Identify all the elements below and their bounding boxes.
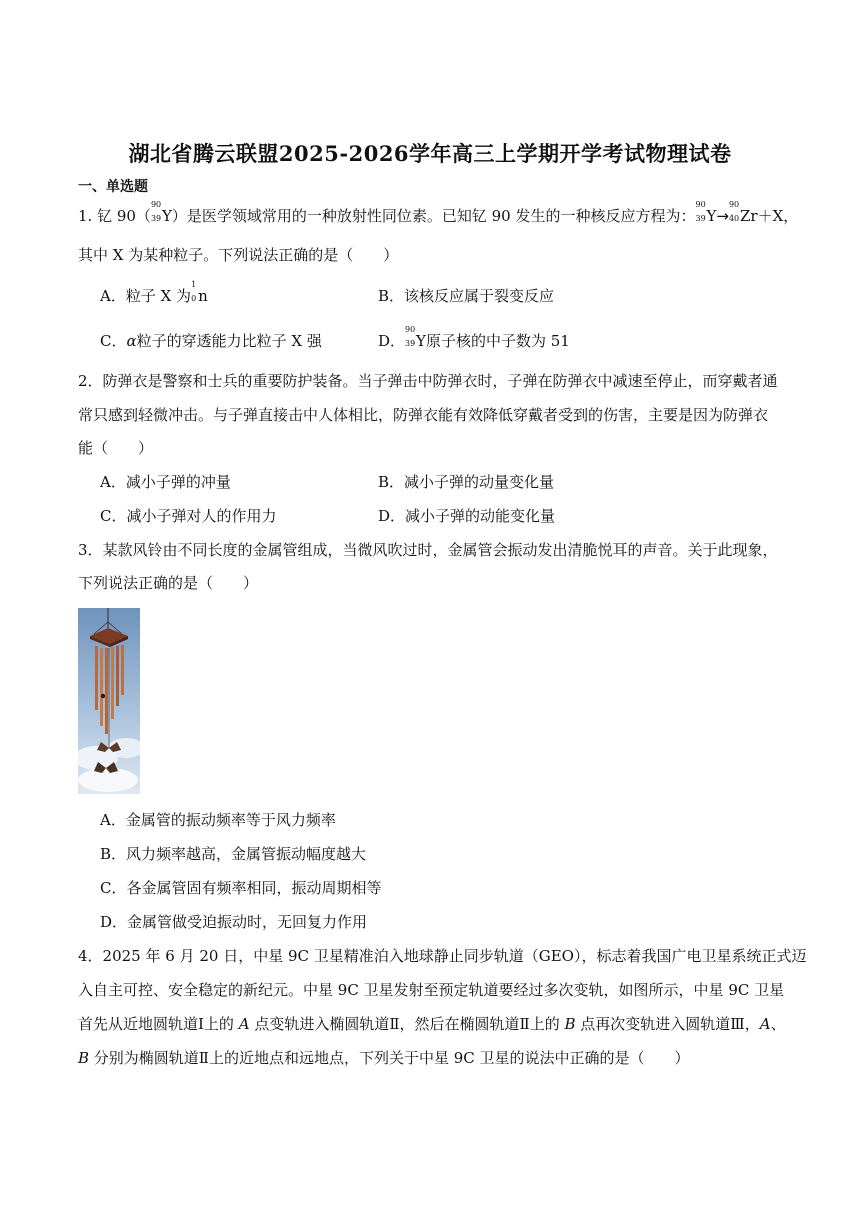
q2-option-d[interactable]: D．减小子弹的动能变化量 bbox=[378, 507, 556, 525]
isotope-symbol: Y bbox=[416, 332, 426, 350]
isotope-atomic: 39 bbox=[150, 214, 162, 223]
q3-stem-line1: 3．某款风铃由不同长度的金属管组成，当微风吹过时，金属管会振动发出清脆悦耳的声音。关于此现象， bbox=[78, 541, 778, 559]
option-text: C． bbox=[100, 332, 127, 350]
q1-text-b: ）是医学领域常用的一种放射性同位素。已知钇 90 发生的一种核反应方程为： bbox=[171, 207, 696, 225]
isotope-mass: 1 bbox=[191, 280, 197, 289]
point-b-label: B bbox=[564, 1015, 576, 1033]
reaction-arrow: → bbox=[716, 207, 729, 225]
q1-stem-line1 bbox=[78, 200, 799, 226]
q1-stem-line2: 其中 X 为某种粒子。下列说法正确的是（ ） bbox=[78, 246, 399, 264]
point-a-label: A bbox=[238, 1015, 250, 1033]
q2-option-b[interactable]: B．减小子弹的动量变化量 bbox=[378, 473, 555, 491]
isotope-mass: 90 bbox=[150, 200, 162, 209]
isotope-symbol: Y bbox=[706, 207, 717, 225]
isotope-symbol: n bbox=[198, 287, 208, 305]
q2-stem-line2: 常只感到轻微冲击。与子弹直接击中人体相比，防弹衣能有效降低穿戴者受到的伤害，主要是因为防弹衣 bbox=[78, 406, 769, 424]
isotope-y90-eq bbox=[695, 200, 717, 226]
isotope-mass: 90 bbox=[695, 200, 706, 209]
q3-option-c[interactable]: C．各金属管固有频率相同，振动周期相等 bbox=[100, 879, 382, 897]
q3-option-d[interactable]: D．金属管做受迫振动时，无回复力作用 bbox=[100, 913, 368, 931]
q2-stem-line1: 2．防弹衣是警察和士兵的重要防护装备。当子弹击中防弹衣时，子弹在防弹衣中减速至停止，而穿戴者通 bbox=[78, 372, 778, 390]
isotope-mass: 90 bbox=[405, 325, 416, 334]
section-heading: 一、单选题 bbox=[78, 179, 148, 195]
isotope-atomic: 39 bbox=[405, 339, 416, 348]
q4-text: 点再次变轨进入圆轨道Ⅲ， bbox=[575, 1015, 760, 1033]
point-b-label: B bbox=[78, 1049, 90, 1067]
option-text: 粒子的穿透能力比粒子 X 强 bbox=[136, 332, 322, 350]
option-text: 原子核的中子数为 51 bbox=[425, 332, 570, 350]
q2-option-a[interactable]: A．减小子弹的冲量 bbox=[100, 473, 231, 491]
q4-stem-line1: 4．2025 年 6 月 20 日，中星 9C 卫星精准泊入地球静止同步轨道（GEO），标志着我国广电卫星系统正式迈 bbox=[78, 947, 807, 965]
option-text: A．粒子 X 为 bbox=[100, 287, 192, 305]
q1-plus-x: ＋X， bbox=[757, 207, 799, 225]
option-text: D． bbox=[378, 332, 406, 350]
alpha-symbol: α bbox=[126, 332, 137, 350]
q4-text: 点变轨进入椭圆轨道Ⅱ，然后在椭圆轨道Ⅱ上的 bbox=[249, 1015, 565, 1033]
q1-option-a[interactable] bbox=[100, 280, 208, 306]
isotope-neutron bbox=[191, 280, 208, 306]
q4-text: 首先从近地圆轨道Ⅰ上的 bbox=[78, 1015, 239, 1033]
isotope-atomic: 0 bbox=[191, 294, 197, 303]
page-title: 湖北省腾云联盟2025-2026学年高三上学期开学考试物理试卷 bbox=[128, 141, 732, 166]
isotope-y90-option bbox=[405, 325, 426, 351]
wind-chime-image bbox=[78, 608, 140, 794]
isotope-atomic: 39 bbox=[695, 214, 706, 223]
q3-stem-line2: 下列说法正确的是（ ） bbox=[78, 574, 259, 592]
isotope-symbol: Zr bbox=[739, 207, 758, 225]
q4-stem-line4 bbox=[78, 1048, 690, 1068]
q2-option-c[interactable]: C．减小子弹对人的作用力 bbox=[100, 507, 277, 525]
isotope-zr90 bbox=[728, 200, 758, 226]
q1-option-c[interactable] bbox=[100, 331, 322, 351]
isotope-symbol: Y bbox=[161, 207, 172, 225]
isotope-atomic: 40 bbox=[728, 214, 740, 223]
q4-stem-line2: 入自主可控、安全稳定的新纪元。中星 9C 卫星发射至预定轨道要经过多次变轨，如图所示，中星 9C 卫星 bbox=[78, 981, 785, 999]
isotope-y90 bbox=[150, 200, 172, 226]
q1-text-a: 1. 钇 90（ bbox=[78, 207, 151, 225]
isotope-mass: 90 bbox=[728, 200, 740, 209]
q4-text: 、 bbox=[770, 1015, 786, 1033]
q3-option-a[interactable]: A．金属管的振动频率等于风力频率 bbox=[100, 811, 336, 829]
q1-option-d[interactable] bbox=[378, 325, 570, 351]
q1-option-b[interactable]: B．该核反应属于裂变反应 bbox=[378, 287, 555, 305]
q2-stem-line3: 能（ ） bbox=[78, 439, 154, 457]
q3-option-b[interactable]: B．风力频率越高，金属管振动幅度越大 bbox=[100, 845, 367, 863]
q4-stem-line3 bbox=[78, 1014, 786, 1034]
point-a-label: A bbox=[759, 1015, 771, 1033]
q4-text: 分别为椭圆轨道Ⅱ上的近地点和远地点，下列关于中星 9C 卫星的说法中正确的是（ ） bbox=[89, 1049, 690, 1067]
